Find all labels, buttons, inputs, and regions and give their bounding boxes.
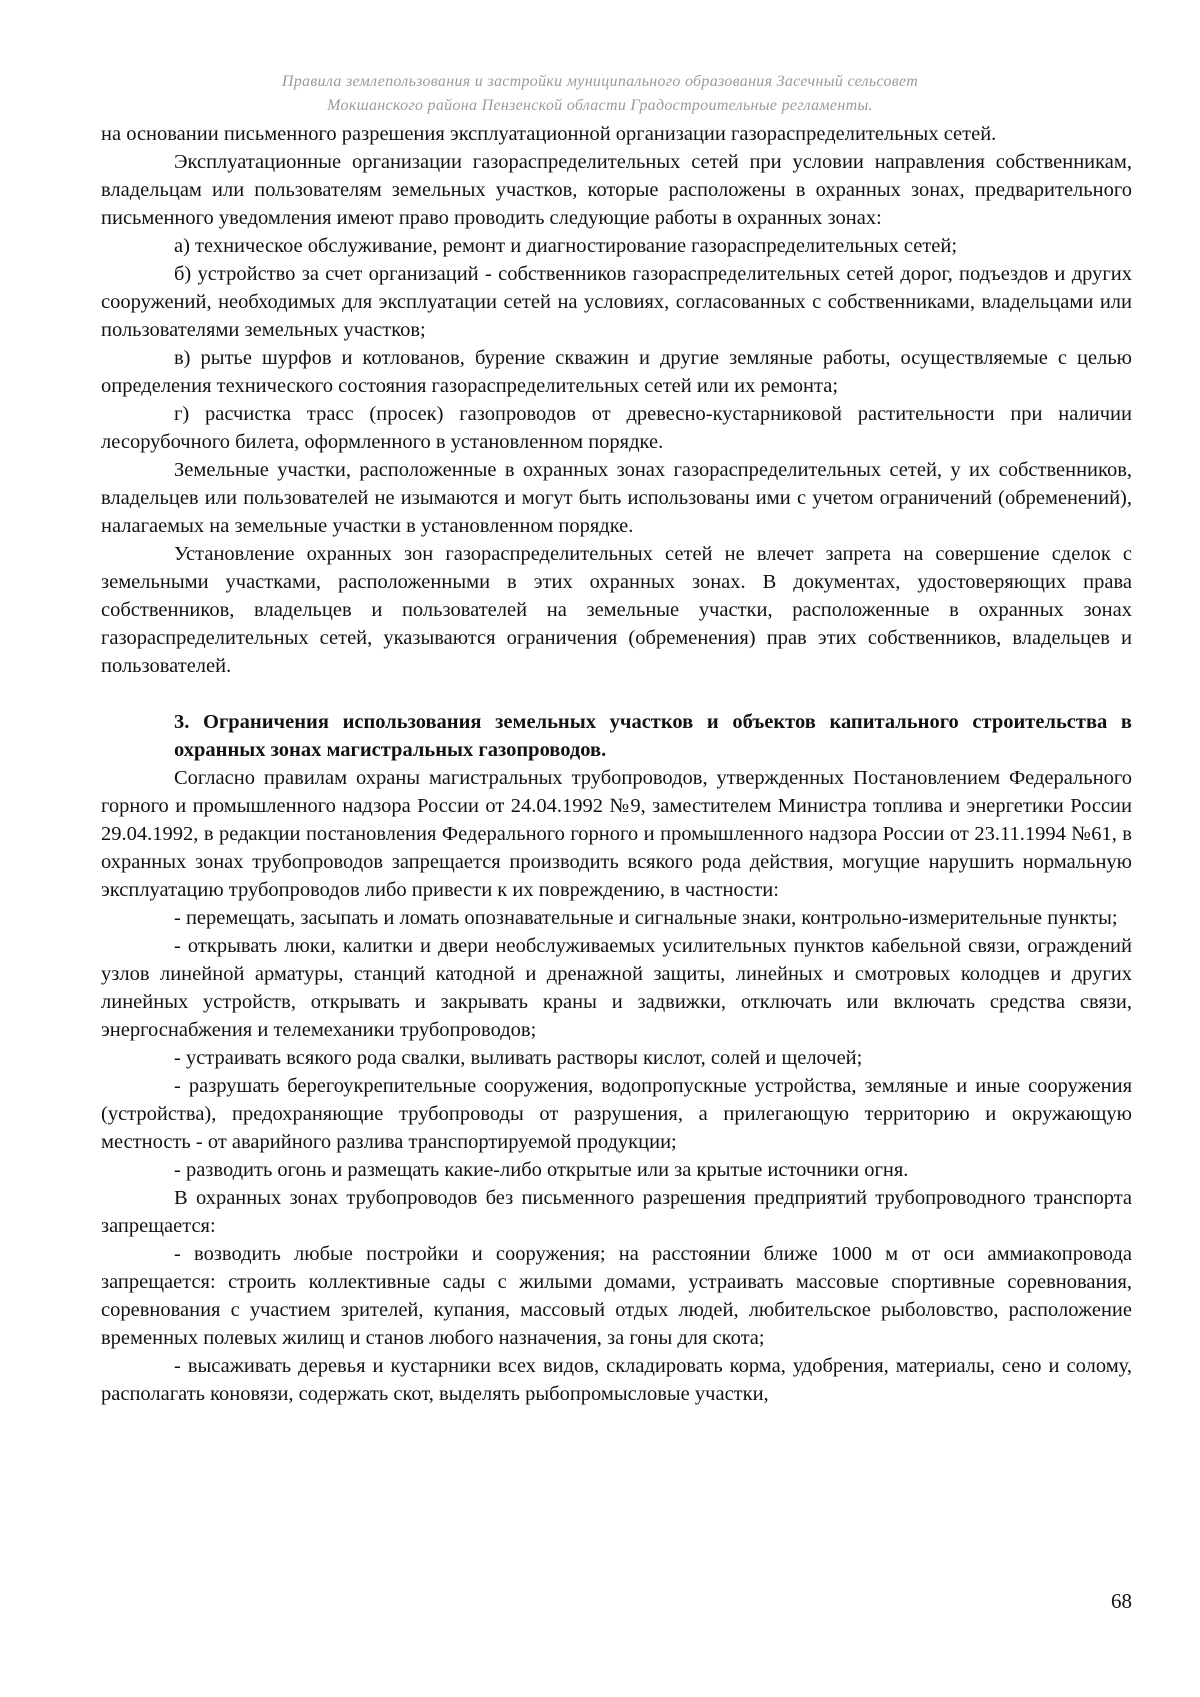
list-item: а) техническое обслуживание, ремонт и диагностирование газораспределительных сетей; (174, 235, 958, 257)
list-item: г) расчистка трасс (просек) газопроводов от древесно-кустарниковой растительности при наличии лесорубочного билета, оформленного в установленном порядке. (101, 403, 1132, 453)
paragraph-continuation: на основании письменного разрешения эксплуатационной организации газораспределительных сетей. (101, 123, 997, 145)
list-item: в) рытье шурфов и котлованов, бурение скважин и другие земляные работы, осуществляемые с целью определения технического состояния газораспределительных сетей или их ремонта; (101, 347, 1132, 397)
paragraph: Эксплуатационные организации газораспределительных сетей при условии направления собственникам, владельцам или пользователям земельных участков, которые расположены в охранных зонах, предварительного письменного уведомления имеют право проводить следующие работы в охранных зонах: (101, 151, 1132, 229)
paragraph: В охранных зонах трубопроводов без письменного разрешения предприятий трубопроводного транспорта запрещается: (101, 1187, 1132, 1237)
paragraph: Установление охранных зон газораспределительных сетей не влечет запрета на совершение сделок с земельными участками, расположенными в этих охранных зонах. В документах, удостоверяющих права собственников, владельцев и пользователей на земельные участки, расположенные в охранных зонах газораспределительных сетей, указываются ограничения (обременения) прав этих собственников, владельцев и пользователей. (101, 543, 1132, 677)
page-number: 68 (1111, 1589, 1132, 1613)
list-item: - высаживать деревья и кустарники всех видов, складировать корма, удобрения, материалы, сено и солому, располагать коновязи, содержать скот, выделять рыбопромысловые участки, (101, 1355, 1132, 1405)
section-title: Ограничения использования земельных участков и объектов капитального строительства в охранных зонах магистральных газопроводов. (174, 711, 1132, 761)
list-item: б) устройство за счет организаций - собственников газораспределительных сетей дорог, подъездов и других сооружений, необходимых для эксплуатации сетей на условиях, согласованных с собственниками, владельцами или пользователями земельных участков; (101, 263, 1132, 341)
list-item: - открывать люки, калитки и двери необслуживаемых усилительных пунктов кабельной связи, ограждений узлов линейной арматуры, станций катодной и дренажной защиты, линейных и смотровых колодцев и других линейных устройств, открывать и закрывать краны и задвижки, отключать или включать средства связи, энергоснабжения и телемеханики трубопроводов; (101, 935, 1132, 1041)
list-item: - возводить любые постройки и сооружения; на расстоянии ближе 1000 м от оси аммиакопровода запрещается: строить коллективные сады с жилыми домами, устраивать массовые спортивные соревнования, соревнования с участием зрителей, купания, массовый отдых людей, любительское рыболовство, расположение временных полевых жилищ и станов любого назначения, за гоны для скота; (101, 1243, 1132, 1349)
running-header (0, 70, 1200, 118)
list-item: - перемещать, засыпать и ломать опознавательные и сигнальные знаки, контрольно-измерительные пункты; (174, 907, 1118, 929)
list-item: - разводить огонь и размещать какие-либо открытые или за крытые источники огня. (174, 1159, 909, 1181)
running-header-line-1: Правила землепользования и застройки муниципального образования Засечный сельсовет (281, 73, 919, 90)
section-number: 3. (174, 711, 190, 733)
list-item: - устраивать всякого рода свалки, выливать растворы кислот, солей и щелочей; (174, 1047, 863, 1069)
paragraph: Земельные участки, расположенные в охранных зонах газораспределительных сетей, у их собственников, владельцев или пользователей не изымаются и могут быть использованы ими с учетом ограничений (обременений), налагаемых на земельные участки в установленном порядке. (101, 459, 1132, 537)
list-item: - разрушать берегоукрепительные сооружения, водопропускные устройства, земляные и иные сооружения (устройства), предохраняющие трубопроводы от разрушения, а прилегающую территорию и окружающую местность - от аварийного разлива транспортируемой продукции; (101, 1075, 1132, 1153)
document-body (101, 120, 1132, 1408)
running-header-line-2: Мокшанского района Пензенской области Градостроительные регламенты. (327, 97, 873, 114)
section-heading (101, 680, 1132, 764)
paragraph: Согласно правилам охраны магистральных трубопроводов, утвержденных Постановлением Федерального горного и промышленного надзора России от 24.04.1992 №9, заместителем Министра топлива и энергетики России 29.04.1992, в редакции постановления Федерального горного и промышленного надзора России от 23.11.1994 №61, в охранных зонах трубопроводов запрещается производить всякого рода действия, могущие нарушить нормальную эксплуатацию трубопроводов либо привести к их повреждению, в частности: (101, 767, 1132, 901)
